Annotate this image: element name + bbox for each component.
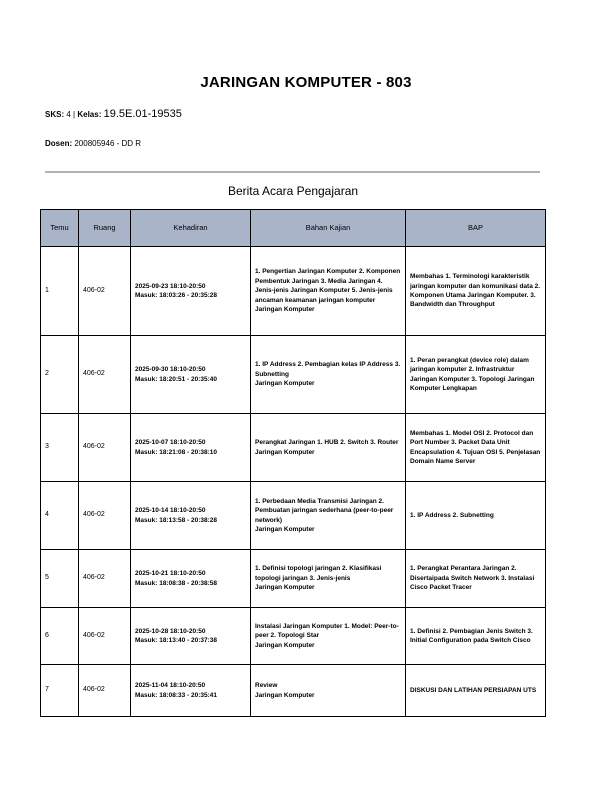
bahan-text: 1. Perbedaan Media Transmisi Jaringan 2. Pembuatan jaringan sederhana (peer-to-peer network) — [255, 497, 394, 524]
cell-bahan-kajian — [251, 247, 406, 336]
document-title: JARINGAN KOMPUTER - 803 — [200, 74, 412, 91]
cell-bap: Membahas 1. Terminologi karakteristik jaringan komputer dan komunikasi data 2. Komponen Utama Jaringan Komputer. 3. Bandwidth dan Throughput — [406, 247, 546, 336]
cell-bap: 1. IP Address 2. Subnetting — [406, 482, 546, 550]
cell-bap: 1. Perangkat Perantara Jaringan 2. Disertaipada Switch Network 3. Instalasi Cisco Packet Tracer — [406, 550, 546, 608]
cell-bahan-kajian — [251, 482, 406, 550]
kelas-label: Kelas: — [77, 110, 102, 119]
divider — [45, 171, 540, 173]
table-row — [41, 482, 546, 550]
cell-temu: 6 — [41, 608, 79, 665]
table-row — [41, 247, 546, 336]
kehadiran-date: 2025-10-14 18:10-20:50 — [135, 507, 206, 515]
dosen-value: 200805946 - DD R — [74, 139, 142, 148]
meta-separator: | — [73, 110, 76, 119]
sks-value: 4 — [66, 110, 71, 119]
dosen-label: Dosen: — [45, 139, 73, 148]
table-row — [41, 608, 546, 665]
bahan-text: Perangkat Jaringan 1. HUB 2. Switch 3. Router — [255, 439, 399, 447]
bahan-subject: Jaringan Komputer — [255, 380, 315, 388]
bahan-text: 1. Definisi topologi jaringan 2. Klasifikasi topologi jaringan 3. Jenis-jenis — [255, 565, 382, 582]
cell-kehadiran — [131, 482, 251, 550]
cell-bap: 1. Peran perangkat (device role) dalam jaringan komputer 2. Infrastruktur Jaringan Komputer 3. Topologi Jaringan Komputer Lengkapan — [406, 336, 546, 414]
cell-temu: 3 — [41, 414, 79, 482]
cell-bahan-kajian — [251, 665, 406, 717]
cell-kehadiran — [131, 608, 251, 665]
cell-ruang: 406-02 — [79, 336, 131, 414]
cell-bahan-kajian — [251, 608, 406, 665]
cell-ruang: 406-02 — [79, 608, 131, 665]
cell-bap: Membahas 1. Model OSI 2. Protocol dan Port Number 3. Packet Data Unit Encapsulation 4. Tujuan OSI 5. Penjelasan Domain Name Server — [406, 414, 546, 482]
cell-ruang: 406-02 — [79, 414, 131, 482]
table-row — [41, 414, 546, 482]
table-header-row — [41, 210, 546, 247]
cell-kehadiran — [131, 336, 251, 414]
cell-bahan-kajian — [251, 550, 406, 608]
kehadiran-date: 2025-10-21 18:10-20:50 — [135, 570, 206, 578]
table-row — [41, 550, 546, 608]
kehadiran-date: 2025-09-23 18:10-20:50 — [135, 282, 206, 290]
cell-temu: 2 — [41, 336, 79, 414]
lecturer-meta — [45, 139, 141, 148]
column-header-bahan-kajian: Bahan Kajian — [251, 210, 406, 247]
bahan-text: Review — [255, 682, 278, 690]
kehadiran-masuk: Masuk: 18:13:58 - 20:38:28 — [135, 516, 218, 524]
column-header-temu: Temu — [41, 210, 79, 247]
kehadiran-date: 2025-11-04 18:10-20:50 — [135, 682, 206, 690]
column-header-kehadiran: Kehadiran — [131, 210, 251, 247]
kelas-value: 19.5E.01-19535 — [103, 108, 182, 120]
cell-temu: 7 — [41, 665, 79, 717]
kehadiran-date: 2025-10-07 18:10-20:50 — [135, 439, 206, 447]
course-meta — [45, 108, 182, 120]
section-title: Berita Acara Pengajaran — [227, 184, 359, 198]
cell-bahan-kajian — [251, 414, 406, 482]
kehadiran-masuk: Masuk: 18:21:08 - 20:38:10 — [135, 448, 218, 456]
column-header-ruang: Ruang — [79, 210, 131, 247]
bahan-subject: Jaringan Komputer — [255, 691, 315, 699]
bahan-subject: Jaringan Komputer — [255, 584, 315, 592]
bahan-subject: Jaringan Komputer — [255, 641, 315, 649]
cell-kehadiran — [131, 665, 251, 717]
bahan-subject: Jaringan Komputer — [255, 525, 315, 533]
kehadiran-masuk: Masuk: 18:20:51 - 20:35:40 — [135, 375, 218, 383]
cell-ruang: 406-02 — [79, 482, 131, 550]
kehadiran-masuk: Masuk: 18:03:26 - 20:35:28 — [135, 292, 218, 299]
cell-temu: 1 — [41, 247, 79, 336]
cell-bap: DISKUSI DAN LATIHAN PERSIAPAN UTS — [406, 665, 546, 717]
cell-bahan-kajian — [251, 336, 406, 414]
kehadiran-masuk: Masuk: 18:13:40 - 20:37:38 — [135, 637, 218, 644]
sks-label: SKS: — [45, 110, 65, 119]
cell-kehadiran — [131, 550, 251, 608]
table-row — [41, 336, 546, 414]
cell-ruang: 406-02 — [79, 665, 131, 717]
kehadiran-date: 2025-09-30 18:10-20:50 — [135, 366, 206, 374]
cell-ruang: 406-02 — [79, 247, 131, 336]
bahan-subject: Jaringan Komputer — [255, 448, 315, 456]
kehadiran-date: 2025-10-28 18:10-20:50 — [135, 627, 206, 635]
cell-kehadiran — [131, 247, 251, 336]
cell-temu: 4 — [41, 482, 79, 550]
bahan-text: Instalasi Jaringan Komputer 1. Model: Peer-to-peer 2. Topologi Star — [255, 622, 399, 640]
cell-bap: 1. Definisi 2. Pembagian Jenis Switch 3. Initial Configuration pada Switch Cisco — [406, 608, 546, 665]
cell-kehadiran — [131, 414, 251, 482]
kehadiran-masuk: Masuk: 18:08:33 - 20:35:41 — [135, 691, 218, 699]
cell-ruang: 406-02 — [79, 550, 131, 608]
bahan-text: 1. Pengertian Jaringan Komputer 2. Komponen Pembentuk Jaringan 3. Media Jaringan 4. Jenis-jenis Jaringan Komputer 5. Jenis-jenis ancaman keamanan jaringan komputer — [255, 268, 401, 304]
cell-temu: 5 — [41, 550, 79, 608]
teaching-report-table — [40, 209, 546, 717]
table-row — [41, 665, 546, 717]
bahan-text: 1. IP Address 2. Pembagian kelas IP Address 3. Subnetting — [255, 361, 401, 378]
column-header-bap: BAP — [406, 210, 546, 247]
bahan-subject: Jaringan Komputer — [255, 306, 315, 314]
kehadiran-masuk: Masuk: 18:08:38 - 20:38:58 — [135, 579, 218, 587]
